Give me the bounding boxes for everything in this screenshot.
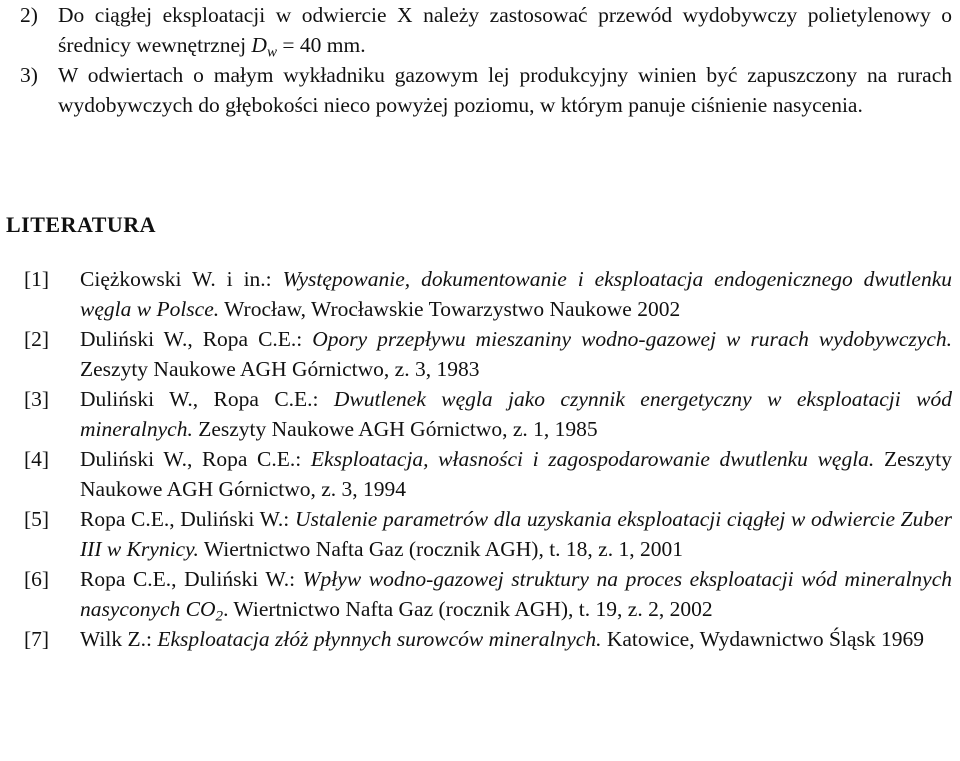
reference-authors: Wilk Z.: bbox=[80, 627, 158, 651]
reference-title-subscript: 2 bbox=[215, 608, 224, 625]
reference-title: Występowanie, dokumentowanie i eksploatacja endogenicznego dwutlenku węgla w Polsce. bbox=[80, 267, 952, 321]
reference-item bbox=[0, 624, 960, 654]
reference-number: [3] bbox=[24, 387, 50, 411]
reference-number: [7] bbox=[24, 627, 50, 651]
reference-details: Katowice, Wydawnictwo Śląsk 1969 bbox=[601, 627, 924, 651]
reference-number: [5] bbox=[24, 507, 50, 531]
reference-details: Wrocław, Wrocławskie Towarzystwo Naukowe 2002 bbox=[219, 297, 681, 321]
reference-authors: Duliński W., Ropa C.E.: bbox=[80, 387, 334, 411]
literature-heading: LITERATURA bbox=[6, 212, 157, 237]
conclusion-text-end: = 40 mm. bbox=[277, 33, 366, 57]
reference-title: Ustalenie parametrów dla uzyskania eksploatacji ciągłej w odwiercie Zuber III w Krynicy. bbox=[80, 507, 953, 561]
reference-authors: Ropa C.E., Duliński W.: bbox=[80, 567, 303, 591]
reference-details: Zeszyty Naukowe AGH Górnictwo, z. 1, 1985 bbox=[192, 417, 598, 441]
reference-item bbox=[0, 564, 960, 624]
conclusion-text: W odwiertach o małym wykładniku gazowym lej produkcyjny winien być zapuszczony na rurach wydobywczych do głębokości nieco powyżej poziomu, w którym panuje ciśnienie nasycenia. bbox=[58, 63, 952, 117]
reference-number: [4] bbox=[24, 447, 50, 471]
reference-authors: Duliński W., Ropa C.E.: bbox=[80, 447, 311, 471]
reference-title: Dwutlenek węgla jako czynnik energetyczny w eksploatacji wód mineralnych. bbox=[80, 387, 952, 441]
conclusion-item-2 bbox=[0, 0, 960, 60]
reference-details: Wiertnictwo Nafta Gaz (rocznik AGH), t. 18, z. 1, 2001 bbox=[198, 537, 683, 561]
reference-item bbox=[0, 504, 960, 564]
reference-title: Opory przepływu mieszaniny wodno-gazowej w rurach wydobywczych. bbox=[312, 327, 953, 351]
diameter-subscript: w bbox=[266, 44, 277, 61]
reference-list bbox=[0, 264, 960, 654]
reference-number: [1] bbox=[24, 267, 50, 291]
reference-item bbox=[0, 324, 960, 384]
reference-item bbox=[0, 264, 960, 324]
reference-details: . Wiertnictwo Nafta Gaz (rocznik AGH), t. 19, z. 2, 2002 bbox=[223, 597, 713, 621]
conclusion-marker: 2) bbox=[20, 3, 38, 27]
reference-number: [6] bbox=[24, 567, 50, 591]
conclusion-text: Do ciągłej eksploatacji w odwiercie X należy zastosować przewód wydobywczy polietylenowy o średnicy wewnętrznej bbox=[58, 3, 952, 57]
reference-item bbox=[0, 384, 960, 444]
reference-title: Wpływ wodno-gazowej struktury na proces eksploatacji wód mineralnych nasyconych CO bbox=[80, 567, 953, 621]
reference-title: Eksploatacja złóż płynnych surowców mineralnych. bbox=[157, 627, 602, 651]
reference-details: Zeszyty Naukowe AGH Górnictwo, z. 3, 1994 bbox=[80, 447, 953, 501]
reference-authors: Ciężkowski W. i in.: bbox=[80, 267, 283, 291]
reference-title: Eksploatacja, własności i zagospodarowanie dwutlenku węgla. bbox=[310, 447, 875, 471]
reference-number: [2] bbox=[24, 327, 50, 351]
reference-item bbox=[0, 444, 960, 504]
reference-details: Zeszyty Naukowe AGH Górnictwo, z. 3, 1983 bbox=[80, 357, 480, 381]
reference-authors: Ropa C.E., Duliński W.: bbox=[80, 507, 295, 531]
conclusions-list bbox=[0, 0, 960, 120]
reference-authors: Duliński W., Ropa C.E.: bbox=[80, 327, 313, 351]
conclusion-marker: 3) bbox=[20, 63, 38, 87]
diameter-symbol: D bbox=[251, 33, 267, 57]
conclusion-item-3 bbox=[0, 60, 960, 120]
